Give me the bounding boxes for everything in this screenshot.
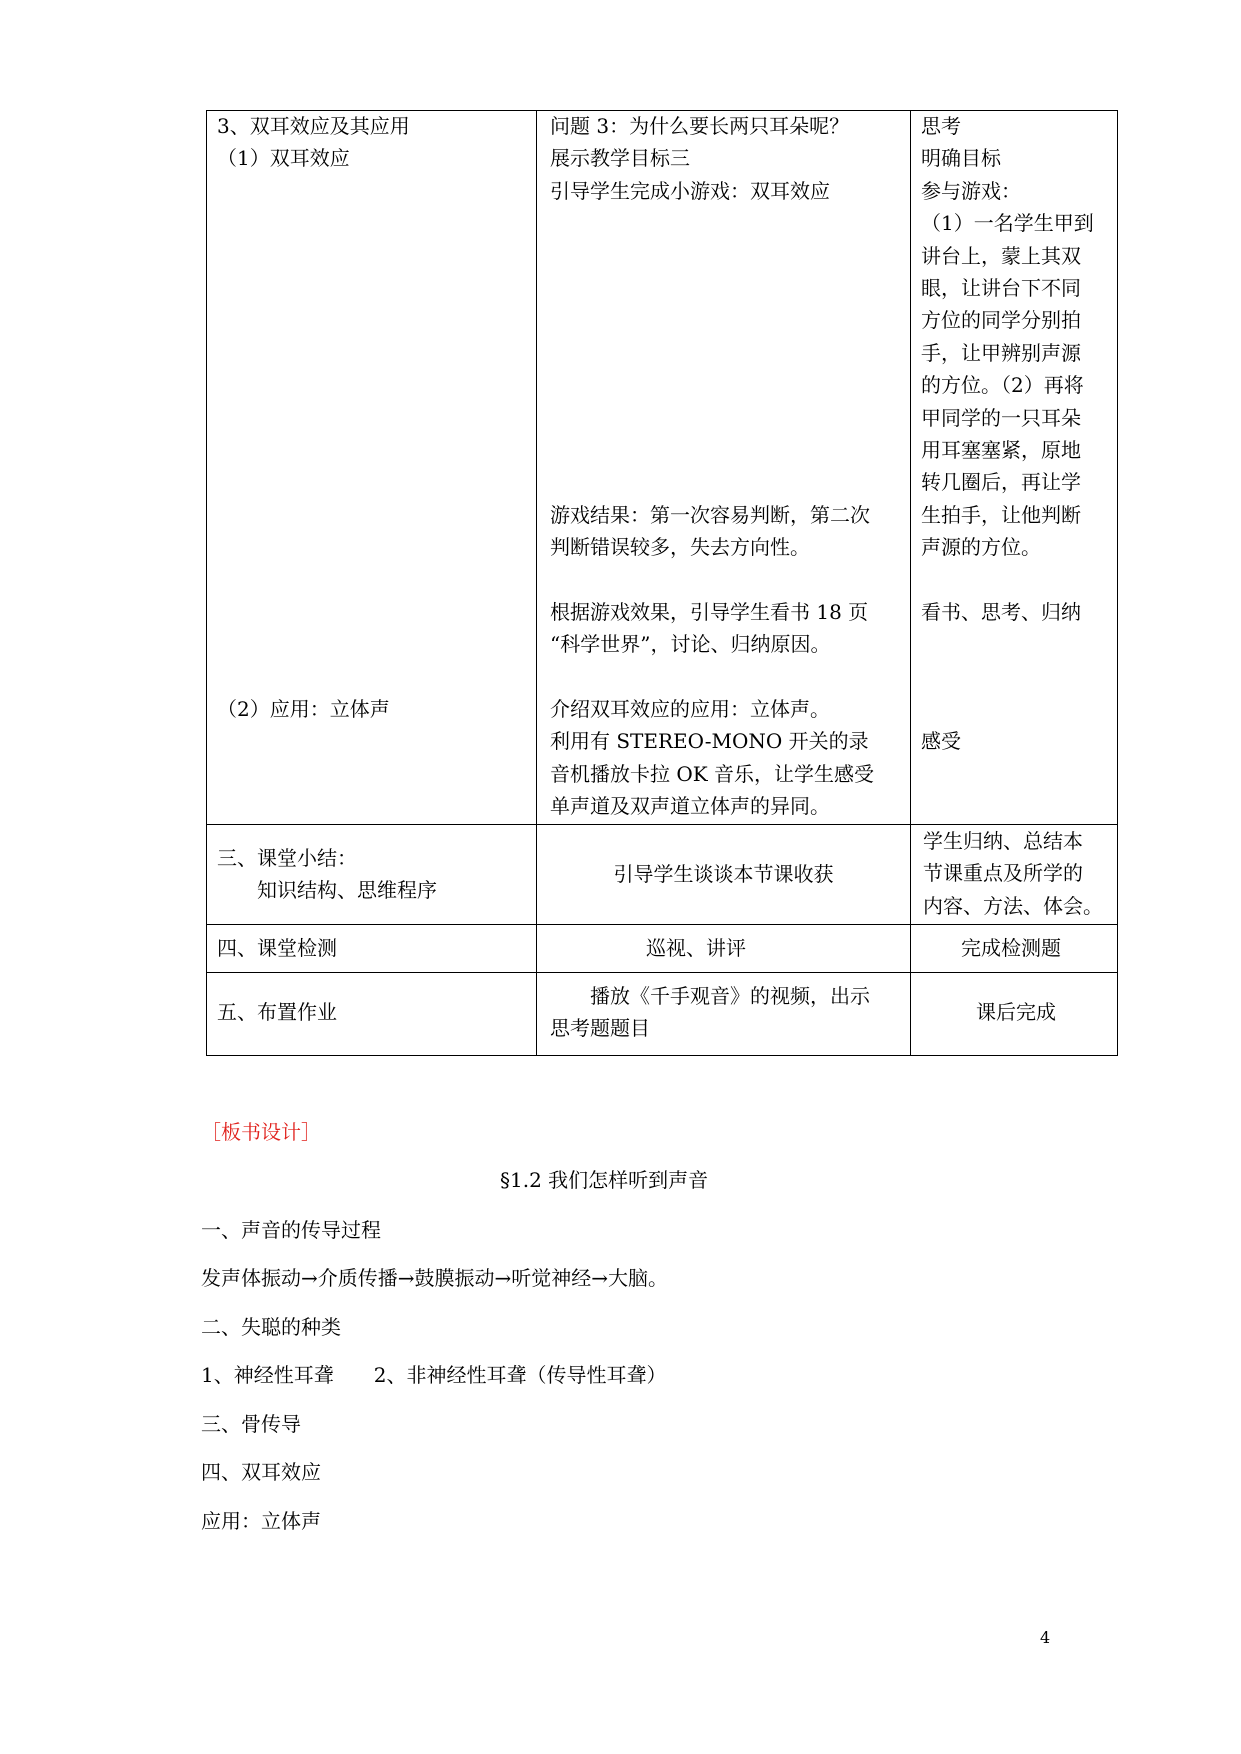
cell-line: 讲台上，蒙上其双 [921,243,1081,268]
cell-line [217,175,410,207]
cell-line: 游戏结果：第一次容易判断，第二次 [550,502,870,527]
cell-line [550,207,874,239]
cell-line [217,272,410,304]
cell-line [550,466,874,498]
cell-line [550,272,874,304]
cell-line [217,563,410,595]
board-line: 四、双耳效应 [201,1460,321,1484]
cell-line [217,596,410,628]
cell-line: 眼，让讲台下不同 [921,275,1081,300]
cell-line [217,466,410,498]
cell-line: 参与游戏： [921,178,1021,203]
cell-line [921,563,1094,595]
cell-line [217,434,410,466]
board-line: 应用：立体声 [201,1509,321,1533]
cell-line: 单声道及双声道立体声的异同。 [550,794,830,819]
cell-line: 甲同学的一只耳朵 [921,405,1081,430]
cell-line [217,531,410,563]
cell-line [921,661,1094,693]
cell-line: 用耳塞塞紧，原地 [921,437,1081,462]
cell-line: （1）双耳效应 [217,146,350,171]
row2-col1 [217,842,437,907]
board-line: 一、声音的传导过程 [201,1218,381,1242]
row4-col2 [550,980,870,1045]
cell-line [217,499,410,531]
cell-line: 学生归纳、总结本 [923,829,1083,853]
cell-line: 方位的同学分别拍 [921,308,1081,333]
cell-line: 明确目标 [921,146,1001,171]
board-title: §1.2 我们怎样听到声音 [500,1168,709,1192]
cell-line [217,337,410,369]
cell-line: 的方位。（2）再将 [921,373,1084,398]
cell-line: 生拍手，让他判断 [921,502,1081,527]
board-design-heading: ［板书设计］ [201,1120,321,1144]
cell-line: （1）一名学生甲到 [921,211,1094,236]
cell-line [217,207,410,239]
cell-line: 转几圈后，再让学 [921,470,1081,495]
board-line: 二、失聪的种类 [201,1315,341,1339]
cell-line [217,402,410,434]
board-line: 三、骨传导 [201,1412,301,1436]
cell-line [550,434,874,466]
board-line: 1、神经性耳聋 2、非神经性耳聋（传导性耳聋） [201,1363,667,1387]
row1-col2 [550,110,874,823]
board-line: 发声体振动→介质传播→鼓膜振动→听觉神经→大脑。 [201,1266,669,1290]
cell-line: 节课重点及所学的 [923,861,1083,886]
cell-line [217,661,410,693]
cell-line: 内容、方法、体会。 [923,893,1103,918]
cell-line: 利用有 STEREO-MONO 开关的录 [550,729,869,754]
row1-col1 [217,110,410,725]
cell-line: 根据游戏效果，引导学生看书 18 页 [550,599,869,624]
cell-line [217,304,410,336]
cell-line [550,402,874,434]
row3-col2: 巡视、讲评 [646,936,746,960]
lesson-plan-table [206,110,1118,1056]
cell-line: 思考题题目 [550,1016,650,1041]
cell-line [550,563,874,595]
cell-line: 音机播放卡拉 OK 音乐，让学生感受 [550,761,875,786]
cell-line: 判断错误较多，失去方向性。 [550,535,810,560]
cell-line: 3、双耳效应及其应用 [217,114,410,138]
page-number: 4 [1040,1628,1051,1647]
cell-line [217,628,410,660]
cell-line: 手，让甲辨别声源 [921,340,1081,365]
row4-col1: 五、布置作业 [217,1000,337,1024]
cell-line: “科学世界”，讨论、归纳原因。 [550,632,831,657]
cell-line: 感受 [921,729,961,754]
row1-col3 [921,110,1094,758]
cell-line [550,369,874,401]
cell-line: 问题 3：为什么要长两只耳朵呢？ [550,114,850,138]
cell-line: 播放《千手观音》的视频，出示 [550,984,870,1008]
cell-line: 声源的方位。 [921,535,1041,560]
row3-col1: 四、课堂检测 [217,936,337,960]
row3-col3: 完成检测题 [961,936,1061,960]
cell-line [550,240,874,272]
cell-line [550,661,874,693]
row2-col2: 引导学生谈谈本节课收获 [613,862,834,886]
cell-line [217,369,410,401]
cell-line: （2）应用：立体声 [217,697,390,722]
cell-line: 知识结构、思维程序 [217,878,437,903]
cell-line [550,337,874,369]
cell-line [217,240,410,272]
row4-col3: 课后完成 [976,1000,1056,1024]
cell-line: 介绍双耳效应的应用：立体声。 [550,697,830,722]
cell-line: 展示教学目标三 [550,146,690,171]
cell-line: 引导学生完成小游戏：双耳效应 [550,178,830,203]
cell-line [550,304,874,336]
cell-line: 三、课堂小结： [217,846,357,870]
cell-line [921,693,1094,725]
cell-line: 思考 [921,114,961,138]
cell-line [921,628,1094,660]
row2-col3 [923,825,1103,922]
cell-line: 看书、思考、归纳 [921,599,1081,624]
